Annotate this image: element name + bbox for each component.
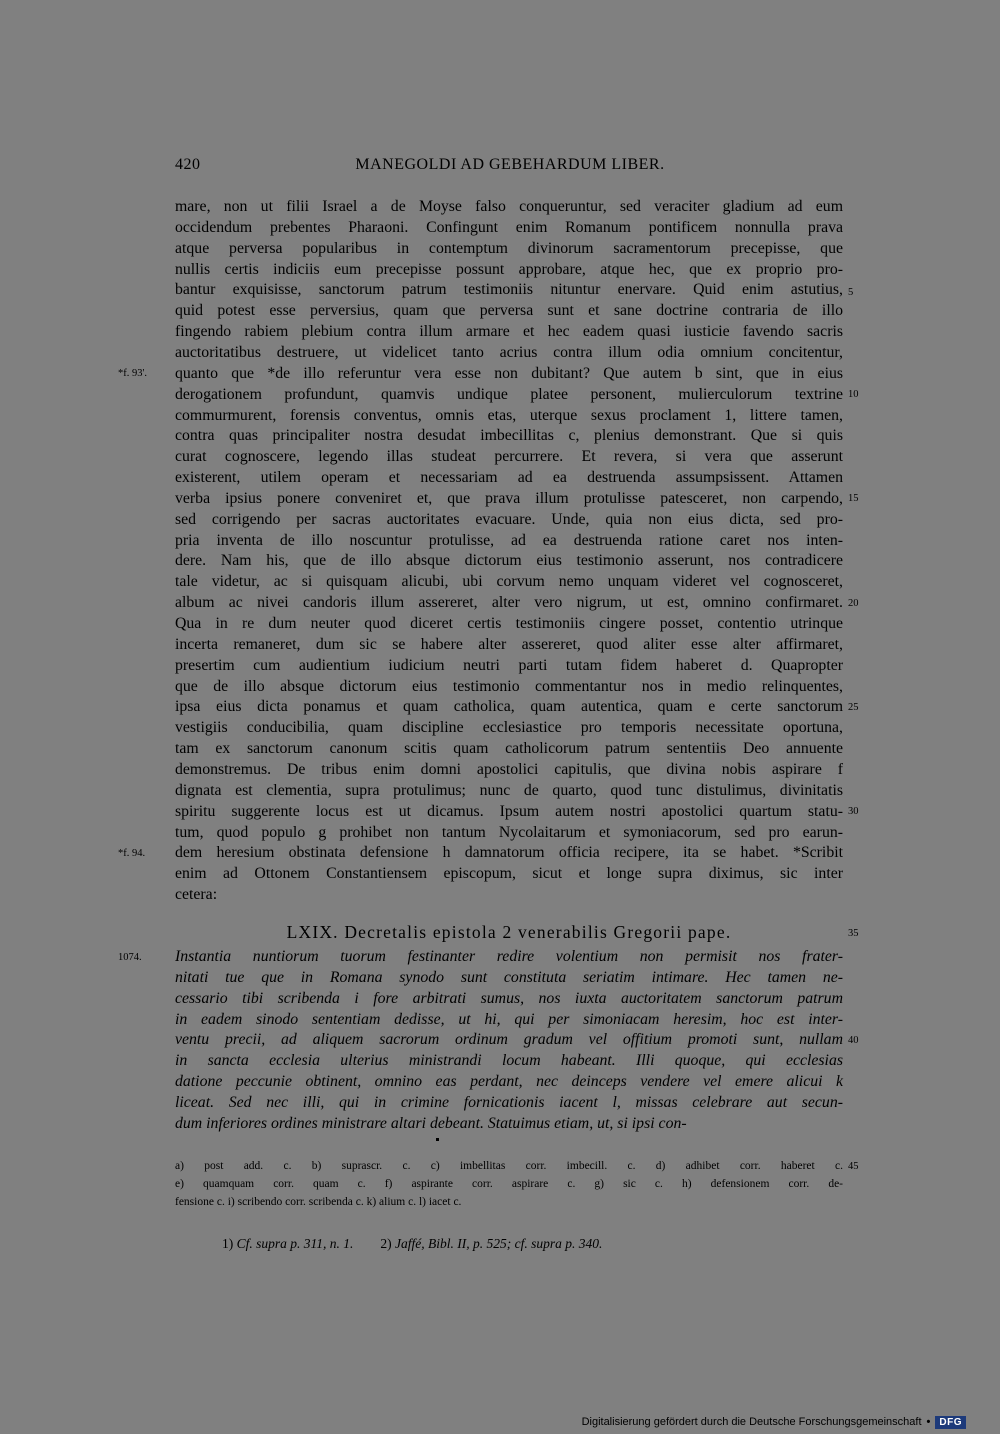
text-line: dere. Nam his, que de illo absque dictorum eius testimonio asserunt, nos contradicere (175, 552, 843, 570)
footnote-label: 2) (380, 1236, 392, 1251)
text-line: curat cognoscere, legendo illas studeat percurrere. Et revera, si vera que asserunt (175, 448, 843, 466)
text-line: album ac nivei candoris illum assereret, alter vero nigrum, ut est, omnino confirmaret. (175, 594, 843, 612)
text-line: derogationem profundunt, quamvis undique platee personent, mulierculorum textrine (175, 385, 843, 403)
line-number: 25 (848, 702, 859, 713)
text-line: pria inventa de illo noscuntur protulisse, ad ea destruenda ratione caret nos inten- (175, 531, 843, 549)
text-line: nitati tue que in Romana synodo sunt constituta seriatim intimare. Hec tamen ne- (175, 968, 843, 986)
text-line: tale videtur, ac si quisquam alicubi, ubi corvum nemo unquam videret vel cognosceret, (175, 573, 843, 591)
line-number: 10 (848, 389, 859, 400)
dfg-logo: DFG (935, 1416, 966, 1429)
footer-separator: • (926, 1416, 931, 1428)
text-line: quid potest esse perversius, quam que perversa sunt et sane doctrine contraria de illo (175, 302, 843, 320)
footnote-text: Cf. supra p. 311, n. 1. (236, 1236, 354, 1251)
line-number: 45 (848, 1161, 859, 1172)
line-number: 40 (848, 1035, 859, 1046)
footnote-text: Jaffé, Bibl. II, p. 525; cf. supra p. 340. (395, 1236, 603, 1251)
text-line: tam ex sanctorum canonum scitis quam catholicorum patrum sententiis Deo annuente (175, 740, 843, 758)
text-line: liceat. Sed nec illi, qui in crimine fornicationis iacent l, missas celebrare aut secun- (175, 1093, 843, 1111)
text-line: dignata est clementia, supra protulimus; nunc de quarto, quod tunc distulimus, divinitatis (175, 781, 843, 799)
text-line: dem heresium obstinata defensione h damnatorum officia recipere, ita se habet. *Scribit (175, 844, 843, 862)
line-number: 20 (848, 598, 859, 609)
year-marker: 1074. (118, 952, 142, 963)
digitization-footer (582, 1414, 966, 1430)
text-line: contra quas principaliter nostra desudat imbecillitas c, plenius demonstrant. Que si quis (175, 427, 843, 445)
text-line: mare, non ut filii Israel a de Moyse falso conqueruntur, sed veraciter gladium ad eum (175, 198, 843, 215)
text-line: demonstremus. De tribus enim domni apostolici capitulis, que divina nobis aspirare f (175, 760, 843, 778)
apparatus-line: e) quamquam corr. quam c. f) aspirante corr. aspirare c. g) sic c. h) defensionem corr. de- (175, 1178, 843, 1190)
text-line: sed corrigendo per sacras auctoritates evacuare. Unde, quia non eius dicta, sed pro- (175, 510, 843, 528)
folio-marker: *f. 93'. (118, 368, 148, 379)
text-line: existerent, utilem operam et necessariam ad ea destruenda assumpsissent. Attamen (175, 469, 843, 487)
text-line: auctoritatibus destruere, ut videlicet tanto acrius contra illum odia omnium concitentur, (175, 343, 843, 361)
text-line: que de illo absque dictorum eius testimonio commentantur nos in medio relinquentes, (175, 677, 843, 695)
text-line: atque perversa popularibus in contemptum divinorum sacramentorum precepisse, que (175, 239, 843, 257)
footnotes (222, 1234, 602, 1254)
text-line: dum inferiores ordines ministrare altari debeant. Statuimus etiam, ut, si ipsi con- (175, 1114, 687, 1132)
text-line: bantur exquisisse, sanctorum patrum testimoniis nituntur enervare. Quid enim astutius, (175, 281, 843, 299)
text-line: in eadem sinodo sententiam dedisse, ut hi, qui per simoniacam heresim, hoc est inter- (175, 1010, 843, 1028)
text-line: cessario tibi scribenda i fore arbitrati sumus, nos iuxta auctoritatem sanctorum patrum (175, 989, 843, 1007)
text-line: commurmurent, forensis conventus, omnis etas, uterque sexus proclament 1, littere tamen, (175, 406, 843, 424)
text-line: quanto que *de illo referuntur vera esse non dubitant? Que autem b sint, que in eius (175, 364, 843, 382)
page-number: 420 (175, 156, 201, 173)
line-number: 5 (848, 287, 854, 298)
text-line: vestigiis conducibilia, quam discipline ecclesiastice pro temporis necessitate oportuna, (175, 719, 843, 737)
line-number: 35 (848, 928, 859, 939)
text-line: ventu precii, ad aliquem sacrorum ordinum gradum vel offitium promoti sunt, nullam (175, 1031, 843, 1049)
text-line: Instantia nuntiorum tuorum festinanter redire volentium non permisit nos frater- (175, 948, 843, 965)
text-line: nullis certis indiciis eum precepisse possunt approbare, atque hec, que ex proprio pro- (175, 260, 843, 278)
separator-dot (436, 1138, 439, 1141)
text-line: verba ipsius ponere conveniret et, que prava illum protulisse patesceret, non carpendo, (175, 489, 843, 507)
text-line: fingendo rabiem plebium contra illum armare et hec eadem quasi iusticie favendo sacris (175, 323, 843, 341)
page-header (175, 156, 845, 182)
text-line: tum, quod populo g prohibet non tantum Nycolaitarum et symoniacorum, sed pro earun- (175, 823, 843, 841)
chapter-heading: LXIX. Decretalis epistola 2 venerabilis Gregorii pape. (286, 922, 732, 942)
text-line: in sancta ecclesia ulterius ministrandi locum habeant. Illi quoque, qui ecclesias (175, 1052, 843, 1070)
running-title: MANEGOLDI AD GEBEHARDUM LIBER. (355, 156, 665, 173)
text-line: presertim cum audientium iudicium neutri parti tutam fidem haberet d. Quapropter (175, 656, 843, 674)
line-number: 30 (848, 806, 859, 817)
text-line: incerta remaneret, dum sic se habere alter assereret, quod aliter esse alter affirmaret, (175, 635, 843, 653)
line-number: 15 (848, 493, 859, 504)
text-line: ipsa eius dicta ponamus et quam catholica, quam autentica, quam e certe sanctorum (175, 698, 843, 716)
apparatus-line: fensione c. i) scribendo corr. scribenda c. k) alium c. l) iacet c. (175, 1196, 462, 1208)
text-line: enim ad Ottonem Constantiensem episcopum, sicut et longe supra diximus, sic inter (175, 865, 843, 883)
footnote-label: 1) (222, 1236, 234, 1251)
footer-text: Digitalisierung gefördert durch die Deutsche Forschungsgemeinschaft (581, 1416, 922, 1428)
text-line: occidendum prebentes Pharaoni. Confingunt enim Romanum pontificem nonnulla prava (175, 218, 843, 236)
text-line: spiritu suggerente locus est ut dicamus. Ipsum autem nostri apostolici quartum statu- (175, 802, 843, 820)
folio-marker: *f. 94. (118, 848, 146, 859)
text-line: Qua in re dum neuter quod diceret certis testimoniis cingere posset, contentio utrinque (175, 615, 843, 632)
text-line: cetera: (175, 886, 218, 904)
apparatus-line: a) post add. c. b) suprascr. c. c) imbellitas corr. imbecill. c. d) adhibet corr. haberet c. (175, 1160, 843, 1172)
text-line: datione peccunie obtinent, omnino eas perdant, nec deinceps vendere vel emere alicui k (175, 1073, 843, 1091)
